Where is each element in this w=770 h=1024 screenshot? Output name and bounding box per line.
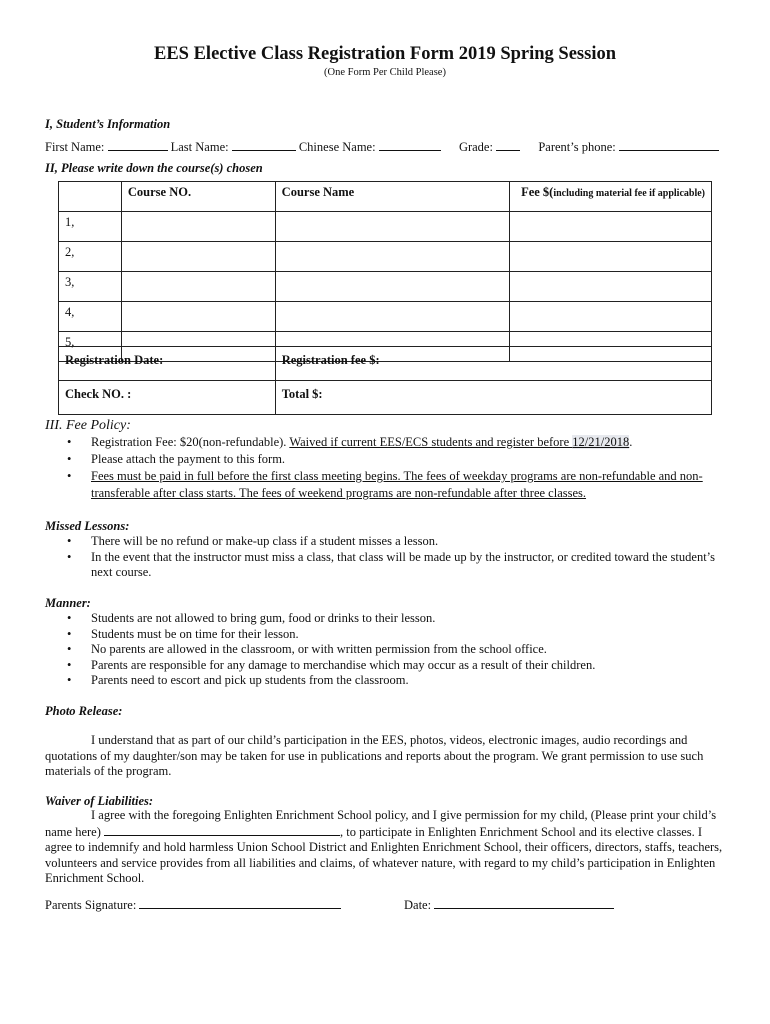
check-no-cell[interactable] (59, 381, 276, 415)
course-fee-cell[interactable] (510, 272, 712, 302)
course-row (59, 242, 712, 272)
course-row-number: 3, (59, 272, 122, 302)
check-row (59, 381, 712, 415)
course-fee-cell[interactable] (510, 242, 712, 272)
registration-date-label: Registration Date: (65, 353, 164, 367)
course-row-number: 1, (59, 212, 122, 242)
course-no-header: Course NO. (121, 182, 275, 212)
grade-label: Grade: (458, 140, 493, 154)
course-name-cell[interactable] (275, 272, 510, 302)
form-subtitle: (One Form Per Child Please) (324, 67, 446, 78)
courses-table (58, 181, 712, 362)
courses-header-row (59, 182, 712, 212)
registration-date-cell[interactable] (59, 347, 276, 381)
last-name-field[interactable] (232, 139, 296, 151)
manner-heading: Manner: (45, 596, 91, 610)
manner-list (45, 611, 735, 689)
fee-header (510, 182, 712, 212)
registration-fee-cell[interactable] (275, 347, 711, 381)
chinese-name-field[interactable] (379, 139, 441, 151)
child-name-field[interactable] (104, 824, 340, 836)
fee-header-note: including material fee if applicable) (553, 188, 705, 199)
grade-field[interactable] (496, 139, 520, 151)
course-no-cell[interactable] (121, 302, 275, 332)
student-info-line (45, 139, 719, 155)
list-item: • Please attach the payment to this form. (45, 451, 725, 468)
course-row-number: 4, (59, 302, 122, 332)
fee-policy-heading: III. Fee Policy: (45, 418, 131, 433)
list-item: • Students must be on time for their lesson. (45, 627, 735, 643)
list-item: • There will be no refund or make-up class if a student misses a lesson. (45, 534, 735, 550)
parent-phone-label: Parent’s phone: (538, 140, 616, 154)
parents-signature-field[interactable] (139, 897, 341, 909)
check-no-label: Check NO. : (65, 387, 132, 401)
totals-table (58, 346, 712, 415)
date-field[interactable] (434, 897, 614, 909)
course-no-cell[interactable] (121, 272, 275, 302)
list-item: • Fees must be paid in full before the first class meeting begins. The fees of weekday programs are non-refundable and non- transferable after class starts. The fees of weekend programs are non-refundable after three classes. (45, 468, 725, 502)
last-name-label: Last Name: (170, 140, 229, 154)
course-row-number: 2, (59, 242, 122, 272)
course-name-cell[interactable] (275, 302, 510, 332)
registration-fee-label: Registration fee $: (281, 353, 380, 367)
course-row-number: 5, (59, 332, 122, 362)
waiver-heading: Waiver of Liabilities: (45, 794, 154, 808)
date-line (404, 897, 614, 913)
course-no-cell[interactable] (121, 242, 275, 272)
signature-line (45, 897, 341, 913)
course-fee-cell[interactable] (510, 212, 712, 242)
list-item: • Students are not allowed to bring gum, food or drinks to their lesson. (45, 611, 735, 627)
course-no-cell[interactable] (121, 212, 275, 242)
date-label: Date: (404, 898, 432, 912)
missed-lessons-heading: Missed Lessons: (45, 519, 130, 533)
parents-signature-label: Parents Signature: (45, 898, 137, 912)
first-name-label: First Name: (45, 140, 105, 154)
form-title: EES Elective Class Registration Form 2019 Spring Session (154, 44, 616, 64)
missed-lessons-list (45, 534, 735, 581)
course-row (59, 212, 712, 242)
list-item: • Parents are responsible for any damage to merchandise which may occur as a result of their children. (45, 658, 735, 674)
courses-heading: II, Please write down the course(s) chosen (45, 161, 263, 175)
total-label: Total $: (281, 387, 323, 401)
chinese-name-label: Chinese Name: (298, 140, 376, 154)
course-name-cell[interactable] (275, 212, 510, 242)
list-item: • Parents need to escort and pick up students from the classroom. (45, 673, 735, 689)
list-item: • Registration Fee: $20(non-refundable). Waived if current EES/ECS students and register before 12/21/2018. (45, 434, 725, 451)
course-name-header: Course Name (275, 182, 510, 212)
total-cell[interactable] (275, 381, 711, 415)
course-row (59, 272, 712, 302)
student-info-heading: I, Student’s Information (45, 117, 171, 131)
list-item: • No parents are allowed in the classroom, or with written permission from the school office. (45, 642, 735, 658)
course-fee-cell[interactable] (510, 302, 712, 332)
photo-release-heading: Photo Release: (45, 704, 123, 718)
registration-row (59, 347, 712, 381)
photo-release-text: I understand that as part of our child’s participation in the EES, photos, videos, electronic images, audio recordings and quotations of my daughter/son may be taken for use in publications and reports about the program. We grant permission to use such materials of the program. (45, 733, 704, 778)
course-row (59, 302, 712, 332)
fee-policy-list (45, 434, 725, 502)
first-name-field[interactable] (108, 139, 168, 151)
waiver-text: I agree with the foregoing Enlighten Enrichment School policy, and I give permission for my child, (Please print your child’s name here) , to participate in Enlighten Enrichment School and its elective classes. I agree to indemnify and hold harmless Union School District and Enlighten Enrichment School, their officers, directors, staffs, teachers, volunteers and service provides from all liabilities and claims, of whatever nature, with regard to my child’s participation in Enlighten Enrichment School. (45, 808, 723, 885)
course-name-cell[interactable] (275, 242, 510, 272)
register-before-date: 12/21/2018 (572, 435, 630, 449)
parent-phone-field[interactable] (619, 139, 719, 151)
list-item: • In the event that the instructor must miss a class, that class will be made up by the instructor, or credited toward the student’s next course. (45, 550, 735, 581)
fee-header-main: Fee $( (521, 185, 554, 199)
